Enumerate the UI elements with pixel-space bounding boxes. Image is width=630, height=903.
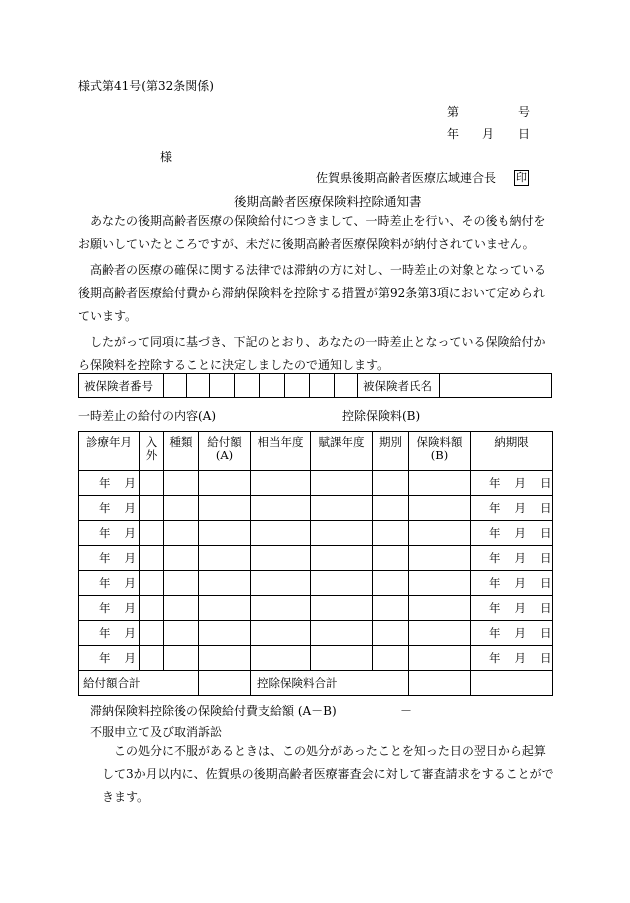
- header-levy-year: 賦課年度: [311, 432, 373, 471]
- premium-amount-cell[interactable]: [409, 571, 471, 596]
- total-benefit-label: 給付額合計: [79, 671, 199, 696]
- payment-amount-dash: －: [400, 704, 413, 718]
- due-date-cell[interactable]: 年 月 日: [471, 496, 553, 521]
- due-date-cell[interactable]: 年 月 日: [471, 571, 553, 596]
- inout-cell[interactable]: [140, 546, 164, 571]
- header-inout: 入外: [140, 432, 164, 471]
- inout-cell[interactable]: [140, 596, 164, 621]
- levy-year-cell[interactable]: [311, 471, 373, 496]
- header-period: 期別: [373, 432, 409, 471]
- insured-number-digit[interactable]: [164, 374, 187, 398]
- seal-mark: 印: [516, 171, 527, 184]
- table-header-row: [79, 432, 553, 471]
- table-row: [79, 596, 553, 621]
- deducted-section-label: 控除保険料(B): [342, 409, 421, 423]
- kind-cell[interactable]: [164, 571, 199, 596]
- kind-cell[interactable]: [164, 546, 199, 571]
- levy-year-cell[interactable]: [311, 646, 373, 671]
- kind-cell[interactable]: [164, 521, 199, 546]
- period-cell[interactable]: [373, 496, 409, 521]
- payment-amount-label: 滞納保険料控除後の保険給付費支給額 (A－B): [90, 704, 337, 718]
- insured-number-digit[interactable]: [285, 374, 310, 398]
- header-fiscal-year: 相当年度: [251, 432, 311, 471]
- benefit-amount-cell[interactable]: [199, 646, 251, 671]
- levy-year-cell[interactable]: [311, 596, 373, 621]
- total-premium-value[interactable]: [409, 671, 471, 696]
- total-benefit-value[interactable]: [199, 671, 251, 696]
- body-paragraph-1: あなたの後期高齢者医療の保険給付につきまして、一時差止を行い、その後も納付をお願いしていたところですが、未だに後期高齢者医療保険料が納付されていません。: [78, 214, 546, 251]
- benefit-amount-cell[interactable]: [199, 621, 251, 646]
- totals-row: [79, 671, 553, 696]
- insured-number-digit[interactable]: [187, 374, 210, 398]
- insured-number-digit[interactable]: [210, 374, 235, 398]
- kind-cell[interactable]: [164, 596, 199, 621]
- header-premium-amount: 保険料額 (B): [409, 432, 471, 471]
- period-cell[interactable]: [373, 471, 409, 496]
- kind-cell[interactable]: [164, 471, 199, 496]
- inout-cell[interactable]: [140, 521, 164, 546]
- kind-cell[interactable]: [164, 646, 199, 671]
- period-cell[interactable]: [373, 621, 409, 646]
- premium-amount-cell[interactable]: [409, 471, 471, 496]
- table-row: [79, 546, 553, 571]
- inout-cell[interactable]: [140, 496, 164, 521]
- levy-year-cell[interactable]: [311, 621, 373, 646]
- date-month: 月: [482, 127, 495, 141]
- table-row: [79, 471, 553, 496]
- fiscal-year-cell[interactable]: [251, 621, 311, 646]
- consult-ym-cell[interactable]: 年 月: [79, 571, 140, 596]
- period-cell[interactable]: [373, 571, 409, 596]
- fiscal-year-cell[interactable]: [251, 471, 311, 496]
- total-premium-label: 控除保険料合計: [251, 671, 409, 696]
- fiscal-year-cell[interactable]: [251, 571, 311, 596]
- due-date-cell[interactable]: 年 月 日: [471, 646, 553, 671]
- addressee-suffix: 様: [160, 150, 173, 164]
- appeal-text: この処分に不服があるときは、この処分があったことを知った日の翌日から起算して3か月以内に、佐賀県の後期高齢者医療審査会に対して審査請求をすることができます。: [102, 744, 554, 804]
- due-date-cell[interactable]: 年 月 日: [471, 471, 553, 496]
- period-cell[interactable]: [373, 596, 409, 621]
- header-due-date: 納期限: [471, 432, 553, 471]
- consult-ym-cell[interactable]: 年 月: [79, 646, 140, 671]
- levy-year-cell[interactable]: [311, 521, 373, 546]
- period-cell[interactable]: [373, 546, 409, 571]
- benefit-amount-cell[interactable]: [199, 471, 251, 496]
- inout-cell[interactable]: [140, 621, 164, 646]
- consult-ym-cell[interactable]: 年 月: [79, 496, 140, 521]
- inout-cell[interactable]: [140, 646, 164, 671]
- fiscal-year-cell[interactable]: [251, 646, 311, 671]
- table-row: [79, 571, 553, 596]
- due-date-cell[interactable]: 年 月 日: [471, 621, 553, 646]
- premium-amount-cell[interactable]: [409, 596, 471, 621]
- insured-number-digit[interactable]: [235, 374, 260, 398]
- consult-ym-cell[interactable]: 年 月: [79, 546, 140, 571]
- fiscal-year-cell[interactable]: [251, 596, 311, 621]
- benefit-amount-cell[interactable]: [199, 546, 251, 571]
- deduction-table: [78, 431, 553, 696]
- premium-amount-cell[interactable]: [409, 646, 471, 671]
- doc-number-prefix: 第: [447, 105, 460, 119]
- consult-ym-cell[interactable]: 年 月: [79, 621, 140, 646]
- period-cell[interactable]: [373, 521, 409, 546]
- date-year: 年: [447, 127, 460, 141]
- premium-amount-cell[interactable]: [409, 521, 471, 546]
- due-date-cell[interactable]: 年 月 日: [471, 596, 553, 621]
- table-row: [79, 646, 553, 671]
- document-title: 後期高齢者医療保険料控除通知書: [234, 194, 422, 209]
- doc-number-suffix: 号: [518, 105, 531, 119]
- table-row: [79, 496, 553, 521]
- table-row: [79, 521, 553, 546]
- insured-name-label: 被保険者氏名: [358, 374, 440, 398]
- levy-year-cell[interactable]: [311, 496, 373, 521]
- due-date-cell[interactable]: 年 月 日: [471, 521, 553, 546]
- inout-cell[interactable]: [140, 571, 164, 596]
- benefit-section-label: 一時差止の給付の内容(A): [78, 409, 217, 423]
- issuer-name: 佐賀県後期高齢者医療広域連合長: [316, 171, 497, 185]
- benefit-amount-cell[interactable]: [199, 571, 251, 596]
- header-kind: 種類: [164, 432, 199, 471]
- fiscal-year-cell[interactable]: [251, 546, 311, 571]
- levy-year-cell[interactable]: [311, 546, 373, 571]
- kind-cell[interactable]: [164, 496, 199, 521]
- header-consult-ym: 診療年月: [79, 432, 140, 471]
- period-cell[interactable]: [373, 646, 409, 671]
- inout-cell[interactable]: [140, 471, 164, 496]
- insured-name-field[interactable]: [440, 374, 552, 398]
- due-date-cell[interactable]: 年 月 日: [471, 546, 553, 571]
- date-day: 日: [518, 127, 531, 141]
- insured-number-digit[interactable]: [310, 374, 335, 398]
- levy-year-cell[interactable]: [311, 571, 373, 596]
- benefit-amount-cell[interactable]: [199, 496, 251, 521]
- body-paragraph-3: したがって同項に基づき、下記のとおり、あなたの一時差止となっている保険給付から保険料を控除することに決定しましたので通知します。: [78, 335, 546, 372]
- body-paragraph-2: 高齢者の医療の確保に関する法律では滞納の方に対し、一時差止の対象となっている後期高齢者医療給付費から滞納保険料を控除する措置が第92条第3項において定められています。: [78, 263, 547, 323]
- table-row: [79, 621, 553, 646]
- header-benefit-amount: 給付額 (A): [199, 432, 251, 471]
- insured-number-digit[interactable]: [260, 374, 285, 398]
- form-number: 様式第41号(第32条関係): [78, 79, 214, 93]
- kind-cell[interactable]: [164, 621, 199, 646]
- insured-info-table: [78, 373, 552, 398]
- insured-number-digit[interactable]: [335, 374, 358, 398]
- benefit-amount-cell[interactable]: [199, 596, 251, 621]
- fiscal-year-cell[interactable]: [251, 496, 311, 521]
- benefit-amount-cell[interactable]: [199, 521, 251, 546]
- consult-ym-cell[interactable]: 年 月: [79, 596, 140, 621]
- premium-amount-cell[interactable]: [409, 546, 471, 571]
- appeal-heading: 不服申立て及び取消訴訟: [90, 725, 223, 739]
- insured-number-label: 被保険者番号: [79, 374, 164, 398]
- consult-ym-cell[interactable]: 年 月: [79, 471, 140, 496]
- total-empty-cell: [471, 671, 553, 696]
- consult-ym-cell[interactable]: 年 月: [79, 521, 140, 546]
- premium-amount-cell[interactable]: [409, 496, 471, 521]
- fiscal-year-cell[interactable]: [251, 521, 311, 546]
- premium-amount-cell[interactable]: [409, 621, 471, 646]
